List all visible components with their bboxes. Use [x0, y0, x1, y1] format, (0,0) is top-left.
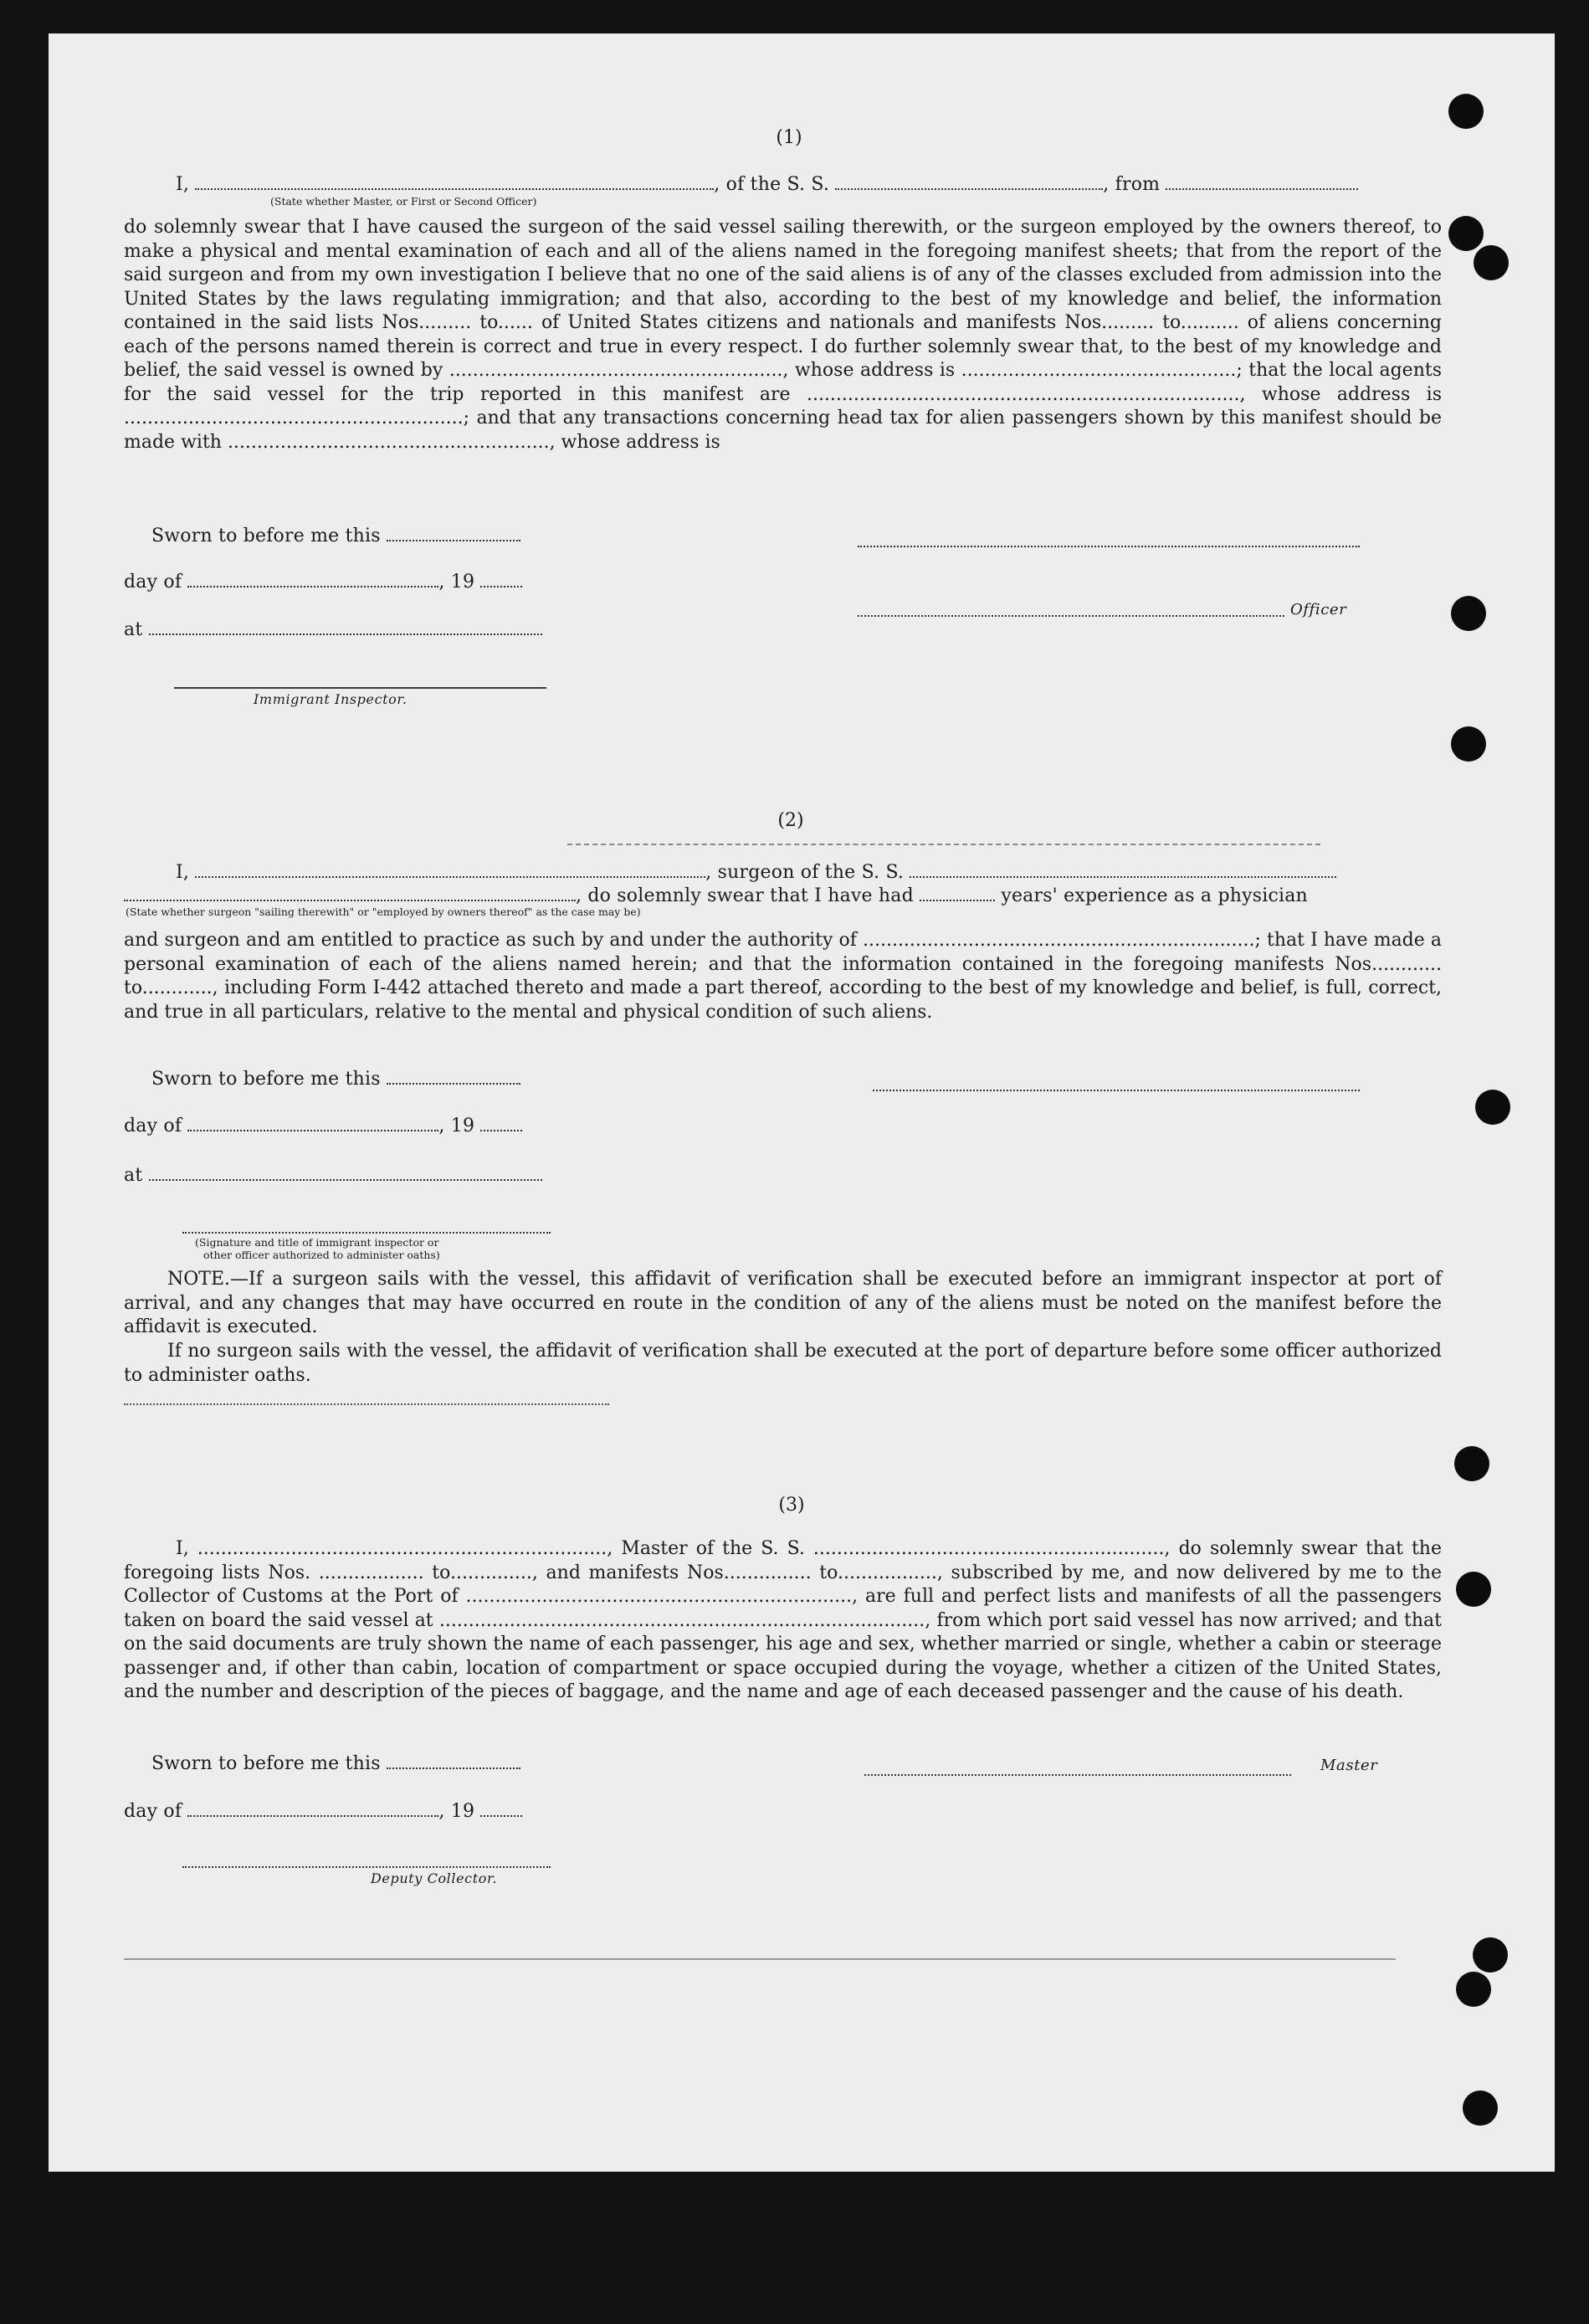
inspector-signature-line — [174, 687, 546, 689]
sworn-date-blank — [387, 1071, 520, 1085]
vessel-name-blank — [835, 177, 1103, 190]
section-2-number: (2) — [777, 810, 804, 831]
section-1-number: (1) — [776, 127, 802, 148]
section-2-prefix: I, — [176, 862, 190, 883]
punch-hole — [1448, 216, 1484, 251]
surgeon-note: (State whether surgeon "sailing therewith" or "employed by owners thereof" as the case may be) — [126, 905, 641, 918]
year-label: , 19 — [438, 572, 475, 593]
at-label: at — [124, 619, 143, 640]
years-experience-label: years' experience as a physician — [1001, 885, 1308, 906]
sworn-date-blank — [387, 528, 520, 541]
section-2-vessel-label: , surgeon of the S. S. — [705, 862, 905, 883]
year-blank — [480, 1803, 522, 1817]
section-1-prefix: I, — [176, 174, 190, 195]
inspector-caption: Immigrant Inspector. — [254, 691, 408, 707]
punch-hole — [1463, 2091, 1498, 2126]
section-1-at — [124, 619, 542, 640]
punch-hole — [1448, 94, 1484, 129]
section-3-sworn — [151, 1753, 520, 1774]
surgeon-name-blank — [195, 864, 705, 878]
section-3-number: (3) — [778, 1495, 805, 1516]
section-1-day — [124, 572, 522, 593]
dotted-separator — [124, 1403, 609, 1405]
surgeon-signature-line — [873, 1090, 1360, 1091]
section-1-sworn — [151, 526, 520, 546]
at-label: at — [124, 1165, 143, 1186]
bottom-rule — [124, 1958, 1396, 1960]
day-of-label: day of — [124, 572, 182, 593]
sworn-date-blank — [387, 1756, 520, 1769]
master-caption: Master — [1320, 1757, 1378, 1774]
section-1-line1 — [176, 174, 1358, 195]
surgeon-swear-label: , do solemnly swear that I have had — [576, 885, 914, 906]
officer-note: (State whether Master, or First or Second Officer) — [270, 195, 537, 208]
place-blank — [149, 1167, 542, 1181]
month-blank — [187, 574, 438, 587]
section-2-day — [124, 1116, 522, 1136]
day-of-label: day of — [124, 1116, 182, 1136]
place-blank — [149, 622, 542, 635]
sworn-label: Sworn to before me this — [151, 1753, 381, 1774]
punch-hole — [1473, 1937, 1508, 1973]
punch-hole — [1474, 245, 1509, 280]
collector-caption: Deputy Collector. — [371, 1870, 498, 1886]
section-1-body: do solemnly swear that I have caused the surgeon of the said vessel sailing therewith, or the surgeon employed by the owners thereof, to make a physical and mental examination of each and all of the aliens named in the foregoing manifest sheets; that from the report of the said surgeon and from my own investigation I believe that no one of the said aliens is of any of the classes excluded from admission into the United States by the laws regulating immigration; and that also, according to the best of my knowledge and belief, the information contained in the said lists Nos......... to...... of United States citizens and nationals and manifests Nos......... to.......... of aliens concerning each of the persons named therein is correct and true in every respect. I do further solemnly swear that, to the best of my knowledge and belief, the said vessel is owned by ........................................................., whose address is ...............................................; that the local agents for the said vessel for the trip reported in this manifest are .........................................................................., whose address is ..........................................................; and that any transactions concerning head tax for alien passengers shown by this manifest should be made with ......................................................., whose address is — [124, 217, 1442, 453]
inspector-signature-line — [182, 1232, 551, 1234]
note-2: If no surgeon sails with the vessel, the affidavit of verification shall be executed at the port of departure before some officer authorized to administer oaths. — [124, 1341, 1442, 1386]
year-label: , 19 — [438, 1116, 475, 1136]
signature-note-1: (Signature and title of immigrant inspector or — [195, 1236, 439, 1249]
section-2-vessel-blank — [910, 864, 1336, 878]
month-blank — [187, 1803, 438, 1817]
officer-signature-line — [858, 546, 1360, 547]
section-3-day — [124, 1801, 522, 1822]
signature-note-2: other officer authorized to administer oaths) — [203, 1249, 440, 1261]
day-of-label: day of — [124, 1801, 182, 1822]
section-1-vessel-label: , of the S. S. — [714, 174, 830, 195]
year-blank — [480, 574, 522, 587]
officer-name-blank — [195, 177, 714, 190]
section-3-body: I, ......................................................................, Master of the S. S. ............................................................, do solemnly swear that the foregoing lists Nos. .................. to.............., and manifests Nos............... to................., subscribed by me, and now delivered by me to the Collector of Customs at the Port of .................................................................., are full and perfect lists and manifests of all the passengers taken on board the said vessel at ..................................................................................., from which port said vessel has now arrived; and that on the said documents are truly shown the name of each passenger, his age and sex, whether married or single, whether a cabin or steerage passenger and, if other than cabin, location of compartment or space occupied during the voyage, whether a citizen of the United States, and the number and description of the pieces of baggage, and the name and age of each deceased passenger and the cause of his death. — [124, 1538, 1442, 1702]
section-2-sworn — [151, 1069, 520, 1090]
sworn-label: Sworn to before me this — [151, 526, 381, 546]
section-2-body: and surgeon and am entitled to practice as such by and under the authority of ...................................................................; that I have made a personal examination of each of the aliens named herein; and that the information contained in the foregoing manifests Nos............ to............, including Form I-442 attached thereto and made a part thereof, according to the best of my knowledge and belief, is full, correct, and true in all particulars, relative to the mental and physical condition of such aliens. — [124, 930, 1442, 1023]
year-label: , 19 — [438, 1801, 475, 1822]
year-blank — [480, 1118, 522, 1131]
section-1-from-label: , from — [1103, 174, 1161, 195]
master-signature-line — [864, 1774, 1291, 1776]
section-2-at — [124, 1165, 542, 1186]
section-2-line2 — [124, 885, 1308, 906]
punch-hole — [1475, 1090, 1510, 1125]
note-1: NOTE.—If a surgeon sails with the vessel, this affidavit of verification shall be executed before an immigrant inspector at port of arrival, and any changes that may have occurred en route in the condition of any of the aliens must be noted on the manifest before the affidavit is executed. — [124, 1269, 1442, 1337]
punch-hole — [1451, 596, 1486, 631]
officer-line — [858, 615, 1284, 617]
punch-hole — [1456, 1972, 1491, 2007]
departure-port-blank — [1166, 177, 1358, 190]
separator-line — [567, 844, 1320, 845]
manifest-page — [49, 33, 1555, 2172]
sworn-label: Sworn to before me this — [151, 1069, 381, 1090]
section-2-line1 — [176, 862, 1336, 883]
punch-hole — [1451, 726, 1486, 762]
month-blank — [187, 1118, 438, 1131]
surgeon-type-blank — [124, 888, 576, 901]
punch-hole — [1454, 1446, 1489, 1481]
punch-hole — [1456, 1572, 1491, 1607]
collector-signature-line — [182, 1866, 551, 1868]
officer-caption: Officer — [1290, 601, 1347, 618]
years-blank — [920, 888, 995, 901]
